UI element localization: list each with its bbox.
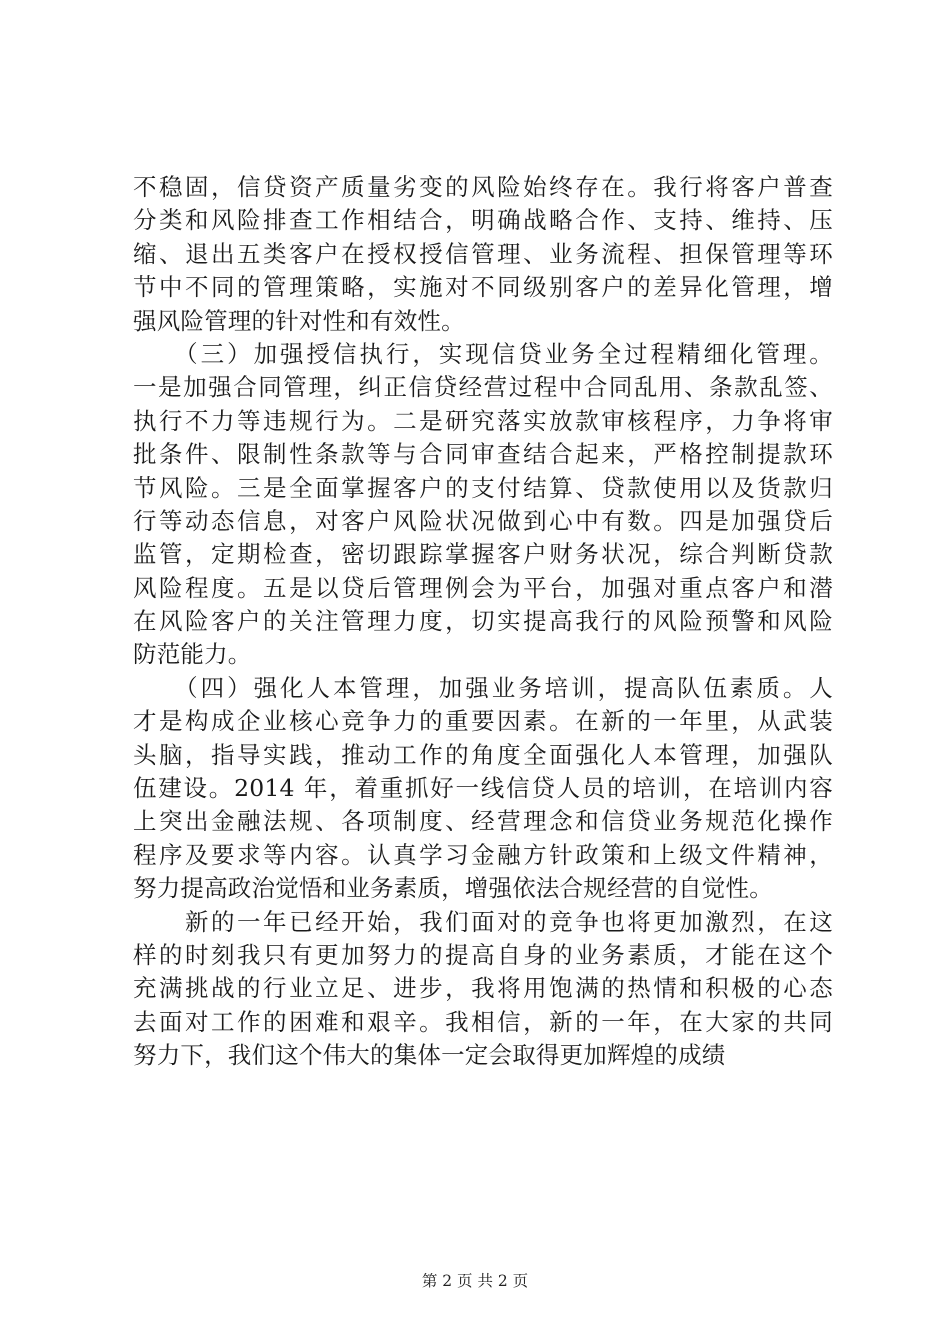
page-footer: 第 2 页 共 2 页 bbox=[421, 1272, 529, 1290]
text-line: 行等动态信息，对客户风险状况做到心中有数。四是加强贷后 bbox=[133, 506, 833, 535]
text-line: 上突出金融法规、各项制度、经营理念和信贷业务规范化操作 bbox=[133, 807, 833, 836]
text-line: 程序及要求等内容。认真学习金融方针政策和上级文件精神， bbox=[133, 840, 833, 869]
text-line: 防范能力。 bbox=[133, 640, 252, 669]
text-line: 一是加强合同管理，纠正信贷经营过程中合同乱用、条款乱签、 bbox=[133, 373, 833, 402]
text-line: 才是构成企业核心竞争力的重要因素。在新的一年里，从武装 bbox=[133, 707, 833, 736]
text-line: 新的一年已经开始，我们面对的竞争也将更加激烈，在这 bbox=[133, 907, 833, 936]
text-line: 批条件、限制性条款等与合同审查结合起来，严格控制提款环 bbox=[133, 440, 833, 469]
text-line: 样的时刻我只有更加努力的提高自身的业务素质，才能在这个 bbox=[133, 940, 833, 969]
text-line: 执行不力等违规行为。二是研究落实放款审核程序，力争将审 bbox=[133, 406, 833, 435]
text-line: 伍建设。2014 年，着重抓好一线信贷人员的培训，在培训内容 bbox=[133, 774, 833, 803]
text-line: 节中不同的管理策略，实施对不同级别客户的差异化管理，增 bbox=[133, 273, 833, 302]
text-line: （四）强化人本管理，加强业务培训，提高队伍素质。人 bbox=[133, 673, 833, 702]
text-line: 头脑，指导实践，推动工作的角度全面强化人本管理，加强队 bbox=[133, 740, 833, 769]
text-line: 在风险客户的关注管理力度，切实提高我行的风险预警和风险 bbox=[133, 607, 833, 636]
text-line: （三）加强授信执行，实现信贷业务全过程精细化管理。 bbox=[133, 339, 833, 368]
text-line: 节风险。三是全面掌握客户的支付结算、贷款使用以及货款归 bbox=[133, 473, 833, 502]
text-line: 分类和风险排查工作相结合，明确战略合作、支持、维持、压 bbox=[133, 206, 833, 235]
text-line: 监管，定期检查，密切跟踪掌握客户财务状况，综合判断贷款 bbox=[133, 540, 833, 569]
text-line: 缩、退出五类客户在授权授信管理、业务流程、担保管理等环 bbox=[133, 239, 833, 268]
text-line: 强风险管理的针对性和有效性。 bbox=[133, 306, 465, 335]
text-line: 去面对工作的困难和艰辛。我相信，新的一年，在大家的共同 bbox=[133, 1007, 833, 1036]
text-line: 努力下，我们这个伟大的集体一定会取得更加辉煌的成绩 bbox=[133, 1041, 726, 1070]
document-body bbox=[133, 171, 833, 1073]
text-line: 不稳固，信贷资产质量劣变的风险始终存在。我行将客户普查 bbox=[133, 173, 833, 201]
text-line: 风险程度。五是以贷后管理例会为平台，加强对重点客户和潜 bbox=[133, 573, 833, 602]
text-line: 努力提高政治觉悟和业务素质，增强依法合规经营的自觉性。 bbox=[133, 874, 773, 903]
text-line: 充满挑战的行业立足、进步，我将用饱满的热情和积极的心态 bbox=[133, 974, 833, 1003]
